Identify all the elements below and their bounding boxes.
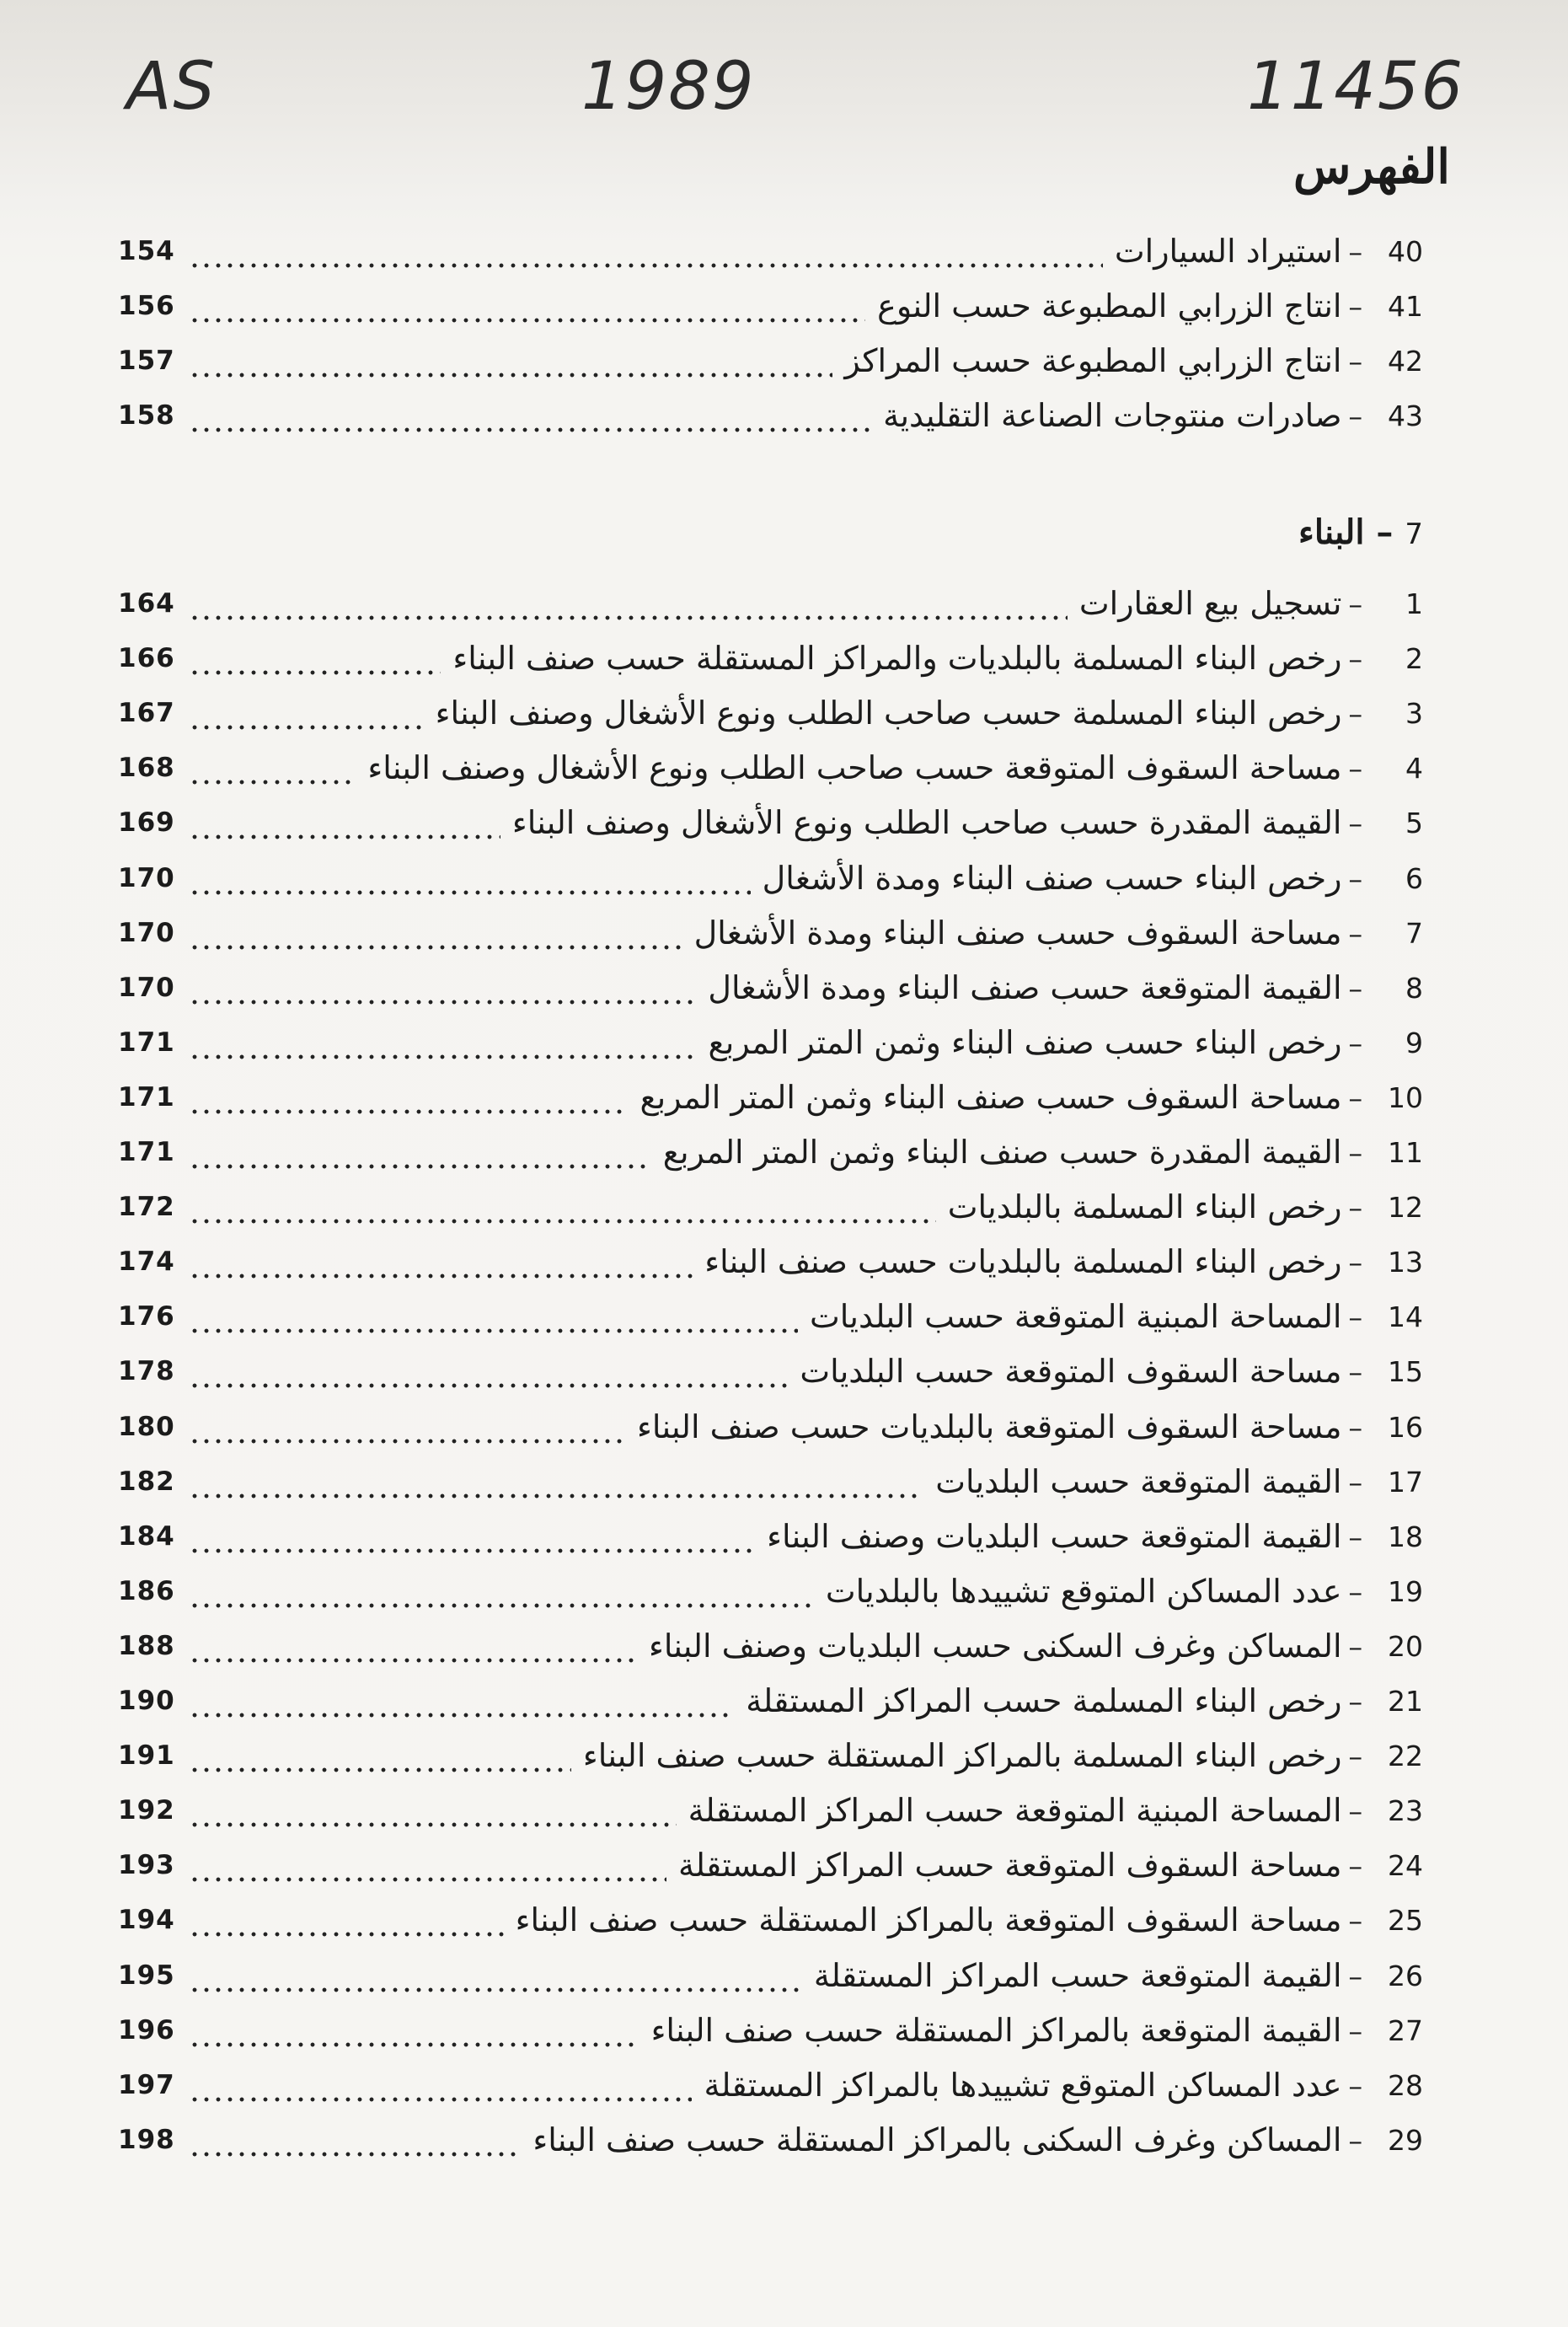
entry-title: رخص البناء المسلمة بالبلديات xyxy=(947,1188,1342,1225)
entry-dash: – xyxy=(1348,916,1362,950)
entry-page-number: 174 xyxy=(118,1247,175,1277)
entry-dash: – xyxy=(1348,1465,1362,1499)
entry-page-number: 171 xyxy=(118,1027,175,1058)
entry-title: مساحة السقوف حسب صنف البناء وثمن المتر المربع xyxy=(640,1079,1342,1116)
entry-dash: – xyxy=(1348,1410,1362,1444)
dot-leader xyxy=(189,1766,571,1774)
section-number: 7 xyxy=(1405,517,1423,551)
dot-leader xyxy=(189,1930,504,1938)
entry-title: عدد المساكن المتوقع تشييدها بالبلديات xyxy=(825,1573,1342,1610)
toc-entry xyxy=(118,2058,1423,2112)
dot-leader xyxy=(189,888,751,897)
entry-dash: – xyxy=(1348,1354,1362,1388)
entry-dash: – xyxy=(1348,971,1362,1005)
entry-page-number: 154 xyxy=(118,236,175,266)
dot-leader xyxy=(189,1272,693,1280)
entry-number: 1 xyxy=(1405,587,1423,620)
dot-leader xyxy=(189,1162,651,1171)
entry-dash: – xyxy=(1348,1300,1362,1333)
entry-title: رخص البناء المسلمة بالمراكز المستقلة حسب صنف البناء xyxy=(582,1737,1342,1774)
entry-title: استيراد السيارات xyxy=(1114,233,1342,270)
entry-number: 5 xyxy=(1405,806,1423,839)
handwritten-note-left: AS xyxy=(126,49,217,125)
dot-leader xyxy=(189,261,1103,270)
dot-leader xyxy=(189,1327,798,1335)
entry-dash: – xyxy=(1348,289,1362,323)
entry-title: انتاج الزرابي المطبوعة حسب المراكز xyxy=(844,342,1342,379)
entry-number: 14 xyxy=(1388,1300,1423,1333)
dot-leader xyxy=(189,1986,802,1994)
entry-title: المساكن وغرف السكنى بالمراكز المستقلة حسب صنف البناء xyxy=(532,2121,1342,2158)
toc-entry xyxy=(118,961,1423,1015)
toc-entry xyxy=(118,1619,1423,1673)
dot-leader xyxy=(189,778,356,786)
dot-leader xyxy=(189,2095,692,2104)
toc-entry xyxy=(118,1180,1423,1234)
entry-number: 43 xyxy=(1388,399,1423,432)
entry-title: انتاج الزرابي المطبوعة حسب النوع xyxy=(877,287,1342,324)
dot-leader xyxy=(189,943,682,952)
entry-page-number: 158 xyxy=(118,400,175,431)
entry-dash: – xyxy=(1348,344,1362,378)
toc-entry xyxy=(118,1016,1423,1070)
entry-dash: – xyxy=(1348,2068,1362,2102)
section-heading: 7 – البناء xyxy=(1298,512,1423,552)
entry-page-number: 192 xyxy=(118,1795,175,1826)
entry-page-number: 176 xyxy=(118,1301,175,1332)
entry-page-number: 157 xyxy=(118,346,175,376)
entry-title: رخص البناء المسلمة حسب المراكز المستقلة xyxy=(746,1682,1342,1719)
entry-page-number: 182 xyxy=(118,1466,175,1497)
entry-title: مساحة السقوف المتوقعة حسب المراكز المستقلة xyxy=(678,1847,1342,1884)
entry-page-number: 172 xyxy=(118,1192,175,1222)
entry-page-number: 191 xyxy=(118,1740,175,1771)
entry-dash: – xyxy=(1348,1959,1362,1992)
entry-title: صادرات منتوجات الصناعة التقليدية xyxy=(883,397,1342,434)
dot-leader xyxy=(189,1711,734,1719)
entry-number: 9 xyxy=(1405,1026,1423,1059)
toc-entry xyxy=(118,1400,1423,1454)
entry-dash: – xyxy=(1348,806,1362,839)
entry-number: 6 xyxy=(1405,861,1423,895)
entry-number: 23 xyxy=(1388,1794,1423,1827)
entry-dash: – xyxy=(1348,399,1362,432)
toc-entry xyxy=(118,686,1423,740)
entry-number: 18 xyxy=(1388,1520,1423,1553)
toc-entry xyxy=(118,1509,1423,1563)
dot-leader xyxy=(189,668,441,677)
toc-entry xyxy=(118,2113,1423,2167)
entry-page-number: 171 xyxy=(118,1082,175,1113)
toc-entry xyxy=(118,1344,1423,1398)
entry-title: مساحة السقوف المتوقعة بالبلديات حسب صنف البناء xyxy=(637,1408,1342,1445)
entry-dash: – xyxy=(1348,1135,1362,1169)
entry-number: 29 xyxy=(1388,2123,1423,2157)
toc-entry xyxy=(118,334,1423,388)
entry-title: مساحة السقوف المتوقعة حسب البلديات xyxy=(800,1353,1342,1390)
entry-number: 26 xyxy=(1388,1959,1423,1992)
dot-leader xyxy=(189,1437,625,1445)
toc-entry xyxy=(118,1674,1423,1728)
toc-entry xyxy=(118,906,1423,960)
entry-number: 27 xyxy=(1388,2013,1423,2047)
entry-number: 10 xyxy=(1388,1080,1423,1114)
toc-entry xyxy=(118,1290,1423,1343)
dot-leader xyxy=(189,1820,677,1829)
entry-dash: – xyxy=(1348,2123,1362,2157)
entry-page-number: 196 xyxy=(118,2015,175,2046)
entry-dash: – xyxy=(1348,1848,1362,1882)
entry-title: القيمة المتوقعة حسب صنف البناء ومدة الأشغال xyxy=(708,969,1342,1006)
dot-leader xyxy=(189,614,1068,622)
entry-title: تسجيل بيع العقارات xyxy=(1078,585,1342,622)
entry-dash: – xyxy=(1348,1190,1362,1224)
toc-entry xyxy=(118,2003,1423,2057)
entry-number: 13 xyxy=(1388,1245,1423,1279)
entry-page-number: 178 xyxy=(118,1356,175,1386)
entry-title: القيمة المتوقعة بالمراكز المستقلة حسب صنف البناء xyxy=(650,2012,1342,2049)
dot-leader xyxy=(189,1492,923,1500)
entry-number: 28 xyxy=(1388,2068,1423,2102)
entry-dash: – xyxy=(1348,1684,1362,1718)
dot-leader xyxy=(189,2150,521,2158)
entry-number: 19 xyxy=(1388,1574,1423,1608)
toc-entry xyxy=(118,1564,1423,1618)
entry-title: رخص البناء حسب صنف البناء ومدة الأشغال xyxy=(762,860,1342,897)
entry-number: 40 xyxy=(1388,234,1423,268)
dot-leader xyxy=(189,426,871,434)
entry-page-number: 188 xyxy=(118,1631,175,1661)
entry-title: رخص البناء حسب صنف البناء وثمن المتر المربع xyxy=(708,1024,1342,1061)
entry-dash: – xyxy=(1348,1080,1362,1114)
handwritten-note-reference: 11456 xyxy=(1247,49,1465,125)
entry-number: 7 xyxy=(1405,916,1423,950)
entry-dash: – xyxy=(1348,1739,1362,1772)
dot-leader xyxy=(189,1875,666,1884)
entry-title: مساحة السقوف حسب صنف البناء ومدة الأشغال xyxy=(693,914,1342,952)
entry-dash: – xyxy=(1348,1629,1362,1663)
entry-title: رخص البناء المسلمة بالبلديات والمراكز المستقلة حسب صنف البناء xyxy=(452,640,1342,677)
entry-title: القيمة المتوقعة حسب البلديات xyxy=(935,1463,1342,1500)
dot-leader xyxy=(189,2040,640,2049)
entry-title: القيمة المتوقعة حسب البلديات وصنف البناء xyxy=(767,1518,1342,1555)
entry-number: 41 xyxy=(1388,289,1423,323)
entry-dash: – xyxy=(1348,1026,1362,1059)
dot-leader xyxy=(189,1053,697,1061)
entry-page-number: 190 xyxy=(118,1686,175,1716)
entry-page-number: 180 xyxy=(118,1412,175,1442)
handwritten-note-year: 1989 xyxy=(581,49,756,125)
toc-entry xyxy=(118,1070,1423,1124)
toc-entry xyxy=(118,1455,1423,1509)
dot-leader xyxy=(189,1656,637,1665)
entry-dash: – xyxy=(1348,2013,1362,2047)
entry-page-number: 168 xyxy=(118,753,175,783)
entry-dash: – xyxy=(1348,234,1362,268)
entry-title: عدد المساكن المتوقع تشييدها بالمراكز المستقلة xyxy=(704,2067,1342,2104)
entry-page-number: 167 xyxy=(118,698,175,728)
entry-dash: – xyxy=(1348,1520,1362,1553)
dot-leader xyxy=(189,723,424,732)
entry-page-number: 170 xyxy=(118,918,175,948)
entry-page-number: 198 xyxy=(118,2125,175,2155)
toc-entry xyxy=(118,1893,1423,1947)
entry-page-number: 166 xyxy=(118,643,175,673)
entry-dash: – xyxy=(1348,1903,1362,1937)
page-title: الفهرس xyxy=(1292,139,1450,195)
entry-number: 21 xyxy=(1388,1684,1423,1718)
entry-number: 3 xyxy=(1405,696,1423,730)
entry-title: رخص البناء المسلمة حسب صاحب الطلب ونوع الأشغال وصنف البناء xyxy=(435,694,1342,732)
toc-entry xyxy=(118,741,1423,795)
entry-page-number: 169 xyxy=(118,807,175,838)
dot-leader xyxy=(189,371,832,379)
dot-leader xyxy=(189,1547,755,1555)
entry-page-number: 186 xyxy=(118,1576,175,1606)
entry-number: 15 xyxy=(1388,1354,1423,1388)
entry-number: 22 xyxy=(1388,1739,1423,1772)
entry-dash: – xyxy=(1348,587,1362,620)
entry-number: 12 xyxy=(1388,1190,1423,1224)
toc-entry xyxy=(118,1729,1423,1783)
toc-entry xyxy=(118,1125,1423,1179)
dot-leader xyxy=(189,833,500,841)
entry-page-number: 197 xyxy=(118,2070,175,2100)
entry-title: القيمة المقدرة حسب صاحب الطلب ونوع الأشغال وصنف البناء xyxy=(511,804,1342,841)
entry-page-number: 156 xyxy=(118,291,175,321)
entry-title: القيمة المقدرة حسب صنف البناء وثمن المتر المربع xyxy=(662,1134,1342,1171)
section-title: البناء xyxy=(1298,512,1365,552)
toc-entry xyxy=(118,631,1423,685)
entry-page-number: 194 xyxy=(118,1905,175,1935)
entry-dash: – xyxy=(1348,1574,1362,1608)
dot-leader xyxy=(189,1601,814,1610)
toc-entry xyxy=(118,279,1423,333)
entry-title: مساحة السقوف المتوقعة حسب صاحب الطلب ونوع الأشغال وصنف البناء xyxy=(367,749,1342,786)
toc-entry xyxy=(118,576,1423,630)
entry-page-number: 164 xyxy=(118,588,175,619)
toc-entry xyxy=(118,1838,1423,1892)
toc-entry xyxy=(118,224,1423,278)
entry-page-number: 193 xyxy=(118,1850,175,1880)
entry-title: القيمة المتوقعة حسب المراكز المستقلة xyxy=(813,1957,1342,1994)
entry-page-number: 170 xyxy=(118,973,175,1003)
toc-entry xyxy=(118,389,1423,442)
dot-leader xyxy=(189,1217,936,1225)
entry-number: 11 xyxy=(1388,1135,1423,1169)
toc-entry xyxy=(118,1949,1423,2003)
entry-title: المساكن وغرف السكنى حسب البلديات وصنف البناء xyxy=(648,1627,1342,1665)
toc-entry xyxy=(118,1783,1423,1837)
entry-dash: – xyxy=(1348,1245,1362,1279)
dot-leader xyxy=(189,998,696,1006)
entry-dash: – xyxy=(1348,641,1362,675)
entry-page-number: 171 xyxy=(118,1137,175,1167)
entry-number: 4 xyxy=(1405,751,1423,785)
entry-dash: – xyxy=(1348,751,1362,785)
entry-dash: – xyxy=(1348,1794,1362,1827)
dot-leader xyxy=(189,1107,628,1116)
entry-number: 42 xyxy=(1388,344,1423,378)
entry-number: 25 xyxy=(1388,1903,1423,1937)
entry-title: المساحة المبنية المتوقعة حسب البلديات xyxy=(810,1298,1342,1335)
toc-entry xyxy=(118,1235,1423,1289)
entry-dash: – xyxy=(1348,861,1362,895)
dot-leader xyxy=(189,1381,788,1390)
entry-title: مساحة السقوف المتوقعة بالمراكز المستقلة حسب صنف البناء xyxy=(515,1901,1342,1938)
entry-page-number: 195 xyxy=(118,1960,175,1991)
entry-title: رخص البناء المسلمة بالبلديات حسب صنف البناء xyxy=(704,1243,1342,1280)
entry-title: المساحة المبنية المتوقعة حسب المراكز المستقلة xyxy=(688,1792,1342,1829)
entry-number: 2 xyxy=(1405,641,1423,675)
entry-number: 20 xyxy=(1388,1629,1423,1663)
entry-number: 17 xyxy=(1388,1465,1423,1499)
entry-dash: – xyxy=(1348,696,1362,730)
dot-leader xyxy=(189,316,865,324)
entry-page-number: 170 xyxy=(118,863,175,893)
toc-entry xyxy=(118,851,1423,905)
entry-number: 8 xyxy=(1405,971,1423,1005)
entry-page-number: 184 xyxy=(118,1521,175,1552)
toc-entry xyxy=(118,796,1423,850)
entry-number: 16 xyxy=(1388,1410,1423,1444)
entry-number: 24 xyxy=(1388,1848,1423,1882)
